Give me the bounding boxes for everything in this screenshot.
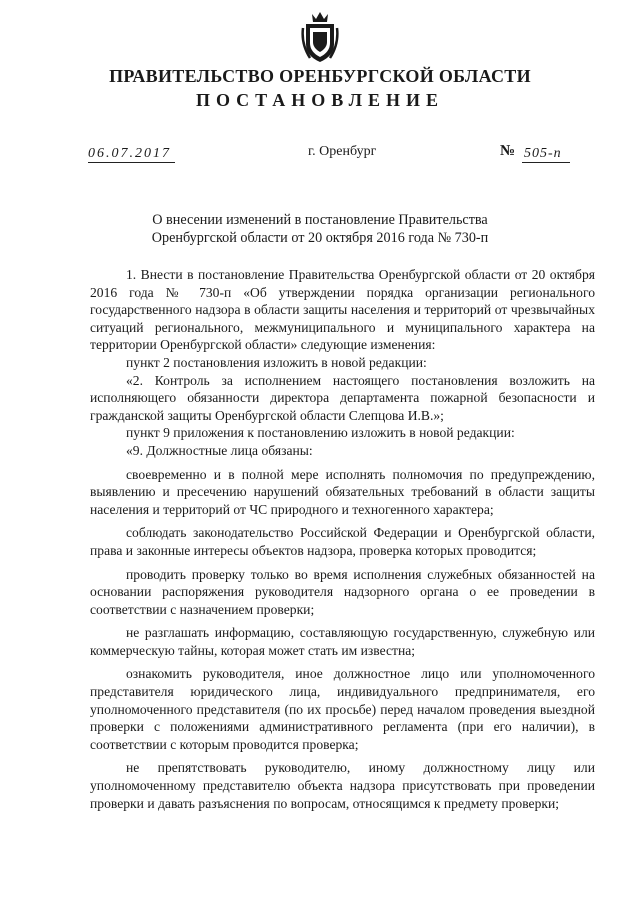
paragraph-7: соблюдать законодательство Российской Федерации и Оренбургской области, права и законные интересы объектов надзора, проверка которых проводится; — [90, 525, 595, 558]
paragraph-8: проводить проверку только во время исполнения служебных обязанностей на основании распоряжения руководителя надзорного органа о ее проведении в соответствии с назначением проверки; — [90, 566, 595, 617]
paragraph-10: ознакомить руководителя, иное должностное лицо или уполномоченного представителя юридического лица, индивидуального предпринимателя, его уполномоченного представителя (по их просьбе) перед началом проведения выездной проверки с положениями административного регламента (при его наличии), в соответствии с которым проводится проверка; — [90, 666, 595, 752]
document-type: ПОСТАНОВЛЕНИЕ — [195, 90, 445, 110]
paragraph-2: пункт 2 постановления изложить в новой редакции: — [126, 354, 427, 370]
document-date: 06.07.2017 — [88, 146, 175, 163]
document-body — [90, 266, 595, 818]
document-number: 505-п — [522, 146, 570, 163]
coat-of-arms-icon — [300, 10, 340, 66]
paragraph-4: пункт 9 приложения к постановлению изложить в новой редакции: — [126, 425, 515, 441]
paragraph-9: не разглашать информацию, составляющую государственную, служебную или коммерческую тайны, которая может стать им известна; — [90, 625, 595, 658]
city: г. Оренбург — [308, 144, 377, 159]
organization-title: ПРАВИТЕЛЬСТВО ОРЕНБУРГСКОЙ ОБЛАСТИ — [109, 66, 531, 86]
paragraph-11: не препятствовать руководителю, иному должностному лицу или уполномоченному представителю объекта надзора присутствовать при проведении проверки и давать разъяснения по вопросам, относящимся к предмету проверки; — [90, 760, 595, 811]
document-subject: О внесении изменений в постановление Правительства Оренбургской области от 20 октября 2016 года № 730-п — [151, 212, 489, 246]
paragraph-3: «2. Контроль за исполнением настоящего постановления возложить на исполняющего обязанности директора департамента пожарной безопасности и гражданской защиты Оренбургской области Слепцова И.В.»; — [90, 372, 595, 423]
paragraph-6: своевременно и в полной мере исполнять полномочия по предупреждению, выявлению и пресечению нарушений обязательных требований в области защиты населения и территорий от ЧС природного и техногенного характера; — [90, 466, 595, 517]
paragraph-1: 1. Внести в постановление Правительства Оренбургской области от 20 октября 2016 года № 730-п «Об утверждении порядка организации регионального государственного надзора в области защиты населения и территорий от чрезвычайных ситуаций регионального, межмуниципального и муниципального характера на территории Оренбургской области» следующие изменения: — [90, 267, 595, 353]
paragraph-5: «9. Должностные лица обязаны: — [126, 442, 313, 458]
number-sign: № — [500, 143, 516, 159]
